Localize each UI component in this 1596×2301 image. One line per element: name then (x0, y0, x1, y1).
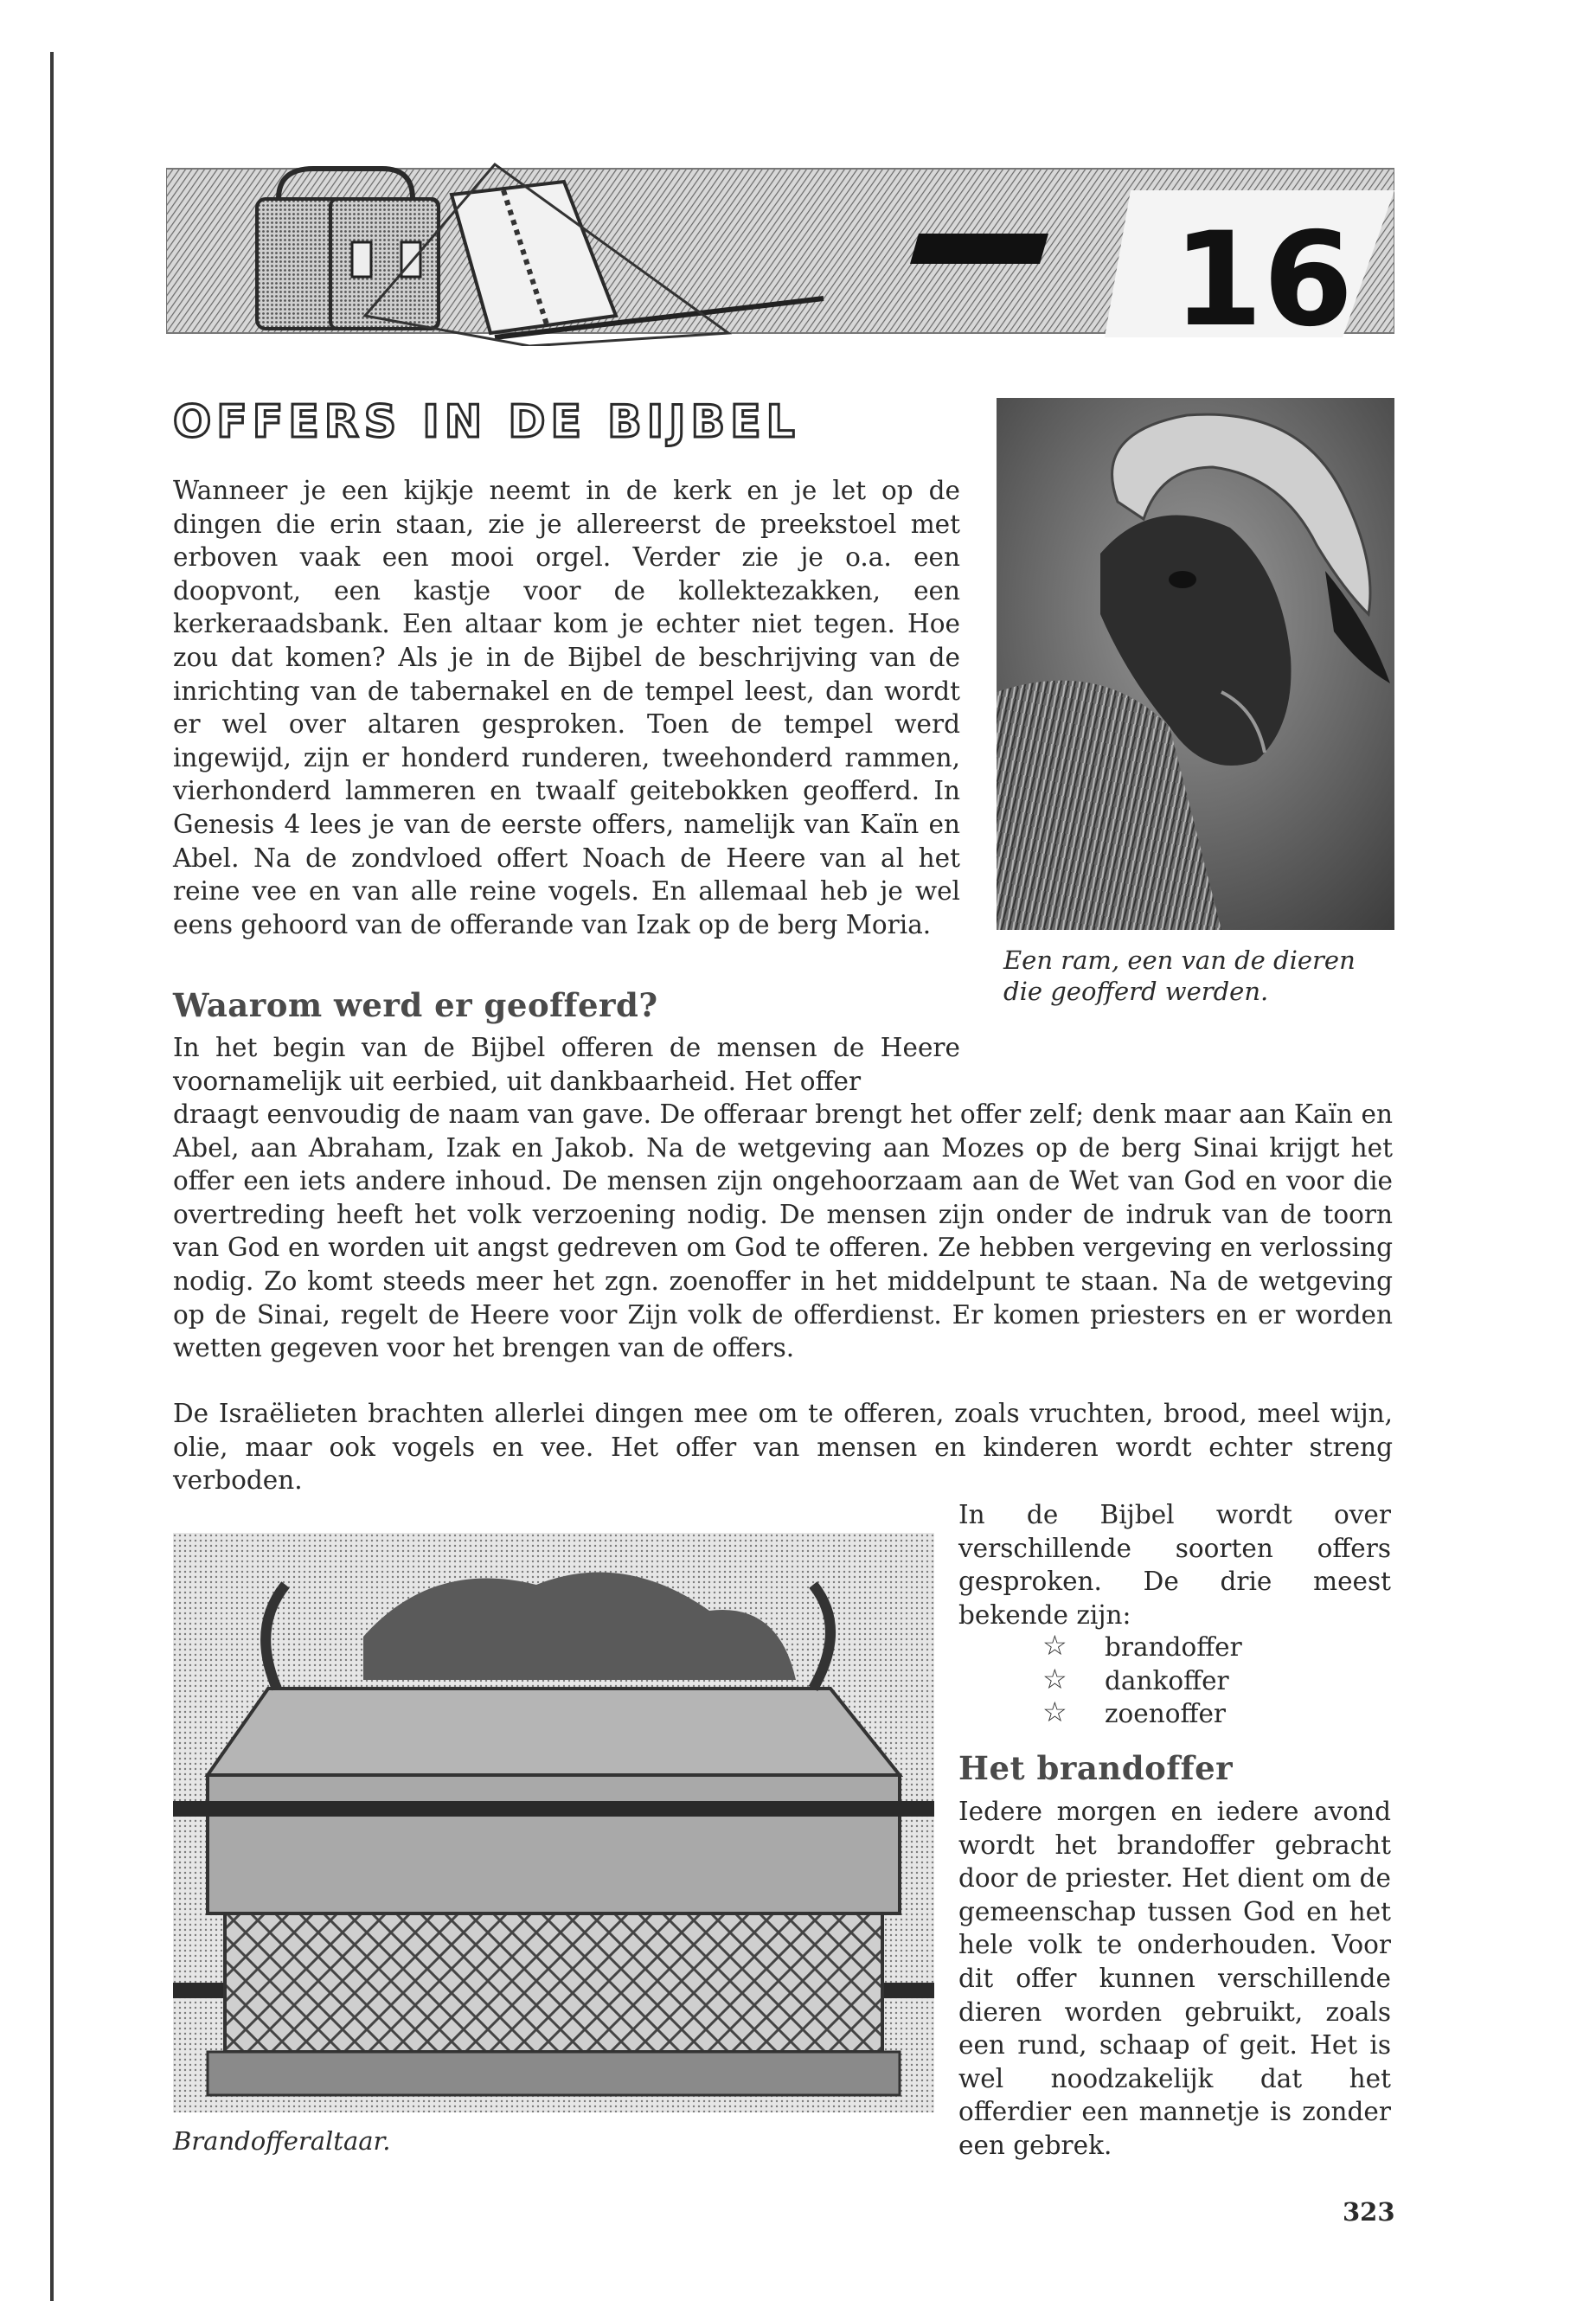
heading-brandoffer: Het brandoffer (958, 1749, 1234, 1787)
chapter-number: 16 (1172, 205, 1354, 346)
waarom-paragraph-start: In het begin van de Bijbel offeren de mensen de Heere voornamelijk uit eerbied, uit dankbaarheid. Het offer (173, 1033, 960, 1096)
intro-paragraph: Wanneer je een kijkje neemt in de kerk en je let op de dingen die erin staan, zie je allereerst de preekstoel met erboven vaak een mooi orgel. Verder zie je o.a. een doopvont, een kastje voor de kollektezakken, een kerkeraadsbank. Een altaar kom je echter niet tegen. Hoe zou dat komen? Als je in de Bijbel de beschrijving van de inrichting van de tabernakel en de tempel leest, dan wordt er wel over altaren gesproken. Toen de tempel werd ingewijd, zijn er honderd runderen, tweehonderd rammen, vierhonderd lammeren en twaalf geitebokken geofferd. In Genesis 4 lees je van de eerste offers, namelijk van Kaïn en Abel. Na de zondvloed offert Noach de Heere van al het reine vee en van alle reine vogels. En allemaal heb je wel eens gehoord van de offerande van Izak op de berg Moria. (173, 476, 960, 939)
altar-caption: Brandofferaltaar. (173, 2126, 391, 2156)
chapter-banner (166, 160, 1394, 346)
page-edge-rule (50, 52, 54, 2301)
list-item: ☆ brandoffer (1042, 1629, 1242, 1662)
waarom-paragraph-2: De Israëlieten brachten allerlei dingen mee om te offeren, zoals vruchten, brood, meel wijn, olie, maar ook vogels en vee. Het offer van mensen en kinderen wordt echter streng verboden. (173, 1399, 1393, 1496)
waarom-paragraph-continued: draagt eenvoudig de naam van gave. De offeraar brengt het offer zelf; denk maar aan Kaïn en Abel, aan Abraham, Izak en Jakob. Na de wetgeving aan Mozes op de berg Sinai krijgt het offer een iets andere inhoud. De mensen zijn ongehoorzaam aan de Wet van God en voor die overtreding heeft het volk verzoening nodig. De mensen zijn onder de indruk van de toorn van God en worden uit angst gedreven om God te offeren. Ze hebben vergeving en verlossing nodig. Zo komt steeds meer het zgn. zoenoffer in het middelpunt te staan. Na de wetgeving op de Sinai, regelt de Heere voor Zijn volk de offerdienst. Er komen priesters en er worden wetten gegeven voor het brengen van de offers. (173, 1099, 1393, 1363)
offer-types-list (1042, 1631, 1242, 1731)
ram-photo (997, 398, 1394, 930)
chapter-title: OFFERS IN DE BIJBEL (173, 396, 800, 448)
star-icon: ☆ (1042, 1662, 1067, 1695)
brandoffer-paragraph: Iedere morgen en iedere avond wordt het brandoffer gebracht door de priester. Het dient om de gemeenschap tussen God en het hele volk te onderhouden. Voor dit offer kunnen verschillende dieren worden gebruikt, zoals een rund, schaap of geit. Het is wel noodzakelijk dat het offerdier een mannetje is zonder een gebrek. (958, 1797, 1391, 2160)
star-icon: ☆ (1042, 1695, 1067, 1729)
ram-caption: Een ram, een van de dieren die geofferd werden. (1003, 945, 1356, 1006)
altar-photo (173, 1533, 934, 2112)
soorten-paragraph: In de Bijbel wordt over verschillende soorten offers gesproken. De drie meest bekende zijn: (958, 1500, 1391, 1630)
list-item: ☆ dankoffer (1042, 1662, 1229, 1695)
page-number: 323 (1343, 2197, 1395, 2227)
list-item: ☆ zoenoffer (1042, 1695, 1227, 1729)
heading-waarom: Waarom werd er geofferd? (173, 986, 658, 1024)
star-icon: ☆ (1042, 1629, 1067, 1662)
